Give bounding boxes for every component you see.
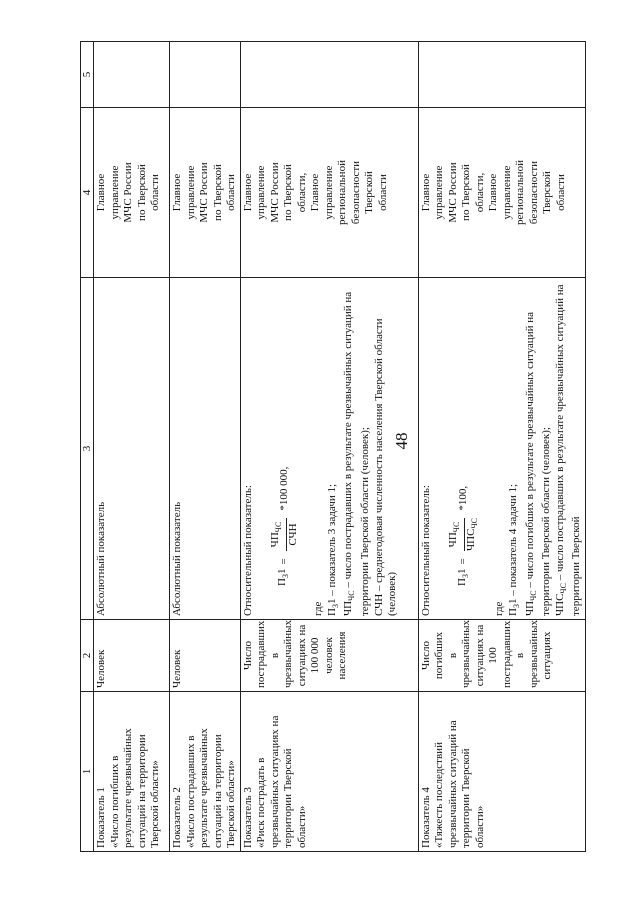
method-cell: Относительный показатель: $П_З1$ = $ЧП_{ЧС}$ $ЧПС_{ЧС}$ *100, где $П_З1$ – показатель 4 задачи 1; $ЧП_{ЧС}$ – число погибших в результате чрезвычайных ситуаций на территории Тверской области (человек); $ЧПС_{ЧС}$ – число пострадавших в результате чрезвычайных ситуаций на территории Тверской [418,278,585,620]
responsible-cell: Главное управление МЧС России по Тверской области [94,108,170,278]
indicator-cell: Показатель 1 «Число погибших в результате чрезвычайных ситуаций на территории Тверской области» [94,692,170,852]
table-row [418,42,585,852]
unit-cell: Число погибших в чрезвычайных ситуациях на 100 пострадавших в чрезвычайных ситуациях [418,620,585,692]
unit-cell: Человек [94,620,170,692]
extra-cell [240,42,418,108]
header-col-3: 3 [81,278,94,620]
rotated-table-page [80,42,635,852]
severity-formula: $П_З1$ = $ЧП_{ЧС}$ $ЧПС_{ЧС}$ *100, [447,485,479,586]
extra-cell [94,42,170,108]
method-cell: Абсолютный показатель [170,278,241,620]
indicator-cell: Показатель 3 «Риск пострадать в чрезвычайных ситуациях на территории Тверской области» [240,692,418,852]
table-row [94,42,170,852]
responsible-cell: Главное управление МЧС России по Тверской области, Главное управление региональной безопасности Тверской области [240,108,418,278]
method-cell: Абсолютный показатель [94,278,170,620]
header-row [81,42,94,852]
header-col-5: 5 [81,42,94,108]
unit-cell: Число пострадавших в чрезвычайных ситуациях на 100 000 человек населения [240,620,418,692]
method-cell: Относительный показатель: $П_З1$ = $ЧП_{ЧС}$ СЧН *100 000, где $П_З1$ – показатель 3 задачи 1; $ЧП_{ЧС}$ – число пострадавших в результате чрезвычайных ситуаций на территории Тверской области (человек); СЧН – среднегодовая численность населения Тверской области (человек) [240,278,418,620]
unit-cell: Человек [170,620,241,692]
header-col-4: 4 [81,108,94,278]
table-row [240,42,418,852]
indicators-table [80,41,586,852]
header-col-1: 1 [81,692,94,852]
indicator-cell: Показатель 4 «Тяжесть последствий чрезвычайных ситуаций на территории Тверской области» [418,692,585,852]
page-number: 48 [392,432,411,450]
table-row [170,42,241,852]
responsible-cell: Главное управление МЧС России по Тверской области, Главное управление региональной безопасности Тверской области [418,108,585,278]
risk-formula: $П_З1$ = $ЧП_{ЧС}$ СЧН *100 000, [269,466,299,586]
extra-cell [418,42,585,108]
responsible-cell: Главное управление МЧС России по Тверской области [170,108,241,278]
extra-cell [170,42,241,108]
header-col-2: 2 [81,620,94,692]
indicator-cell: Показатель 2 «Число пострадавших в результате чрезвычайных ситуаций на территории Тверской области» [170,692,241,852]
